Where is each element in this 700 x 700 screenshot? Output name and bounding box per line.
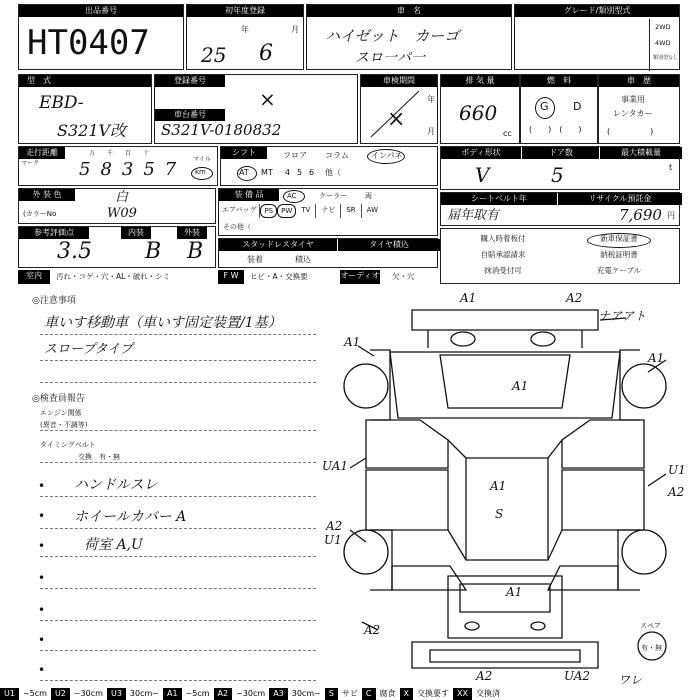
inspection-label: 車検期間 bbox=[361, 75, 437, 87]
engine-label: エンジン関係 bbox=[40, 409, 82, 417]
equip-ac: AC bbox=[287, 192, 297, 200]
drive-4wd: 4WD bbox=[655, 39, 671, 47]
wheel-rear-left bbox=[344, 530, 388, 574]
doors-label: ドア数 bbox=[521, 147, 600, 159]
insp-month-unit: 月 bbox=[427, 127, 435, 136]
reg-no-label: 登録番号 bbox=[155, 75, 225, 87]
model-box bbox=[18, 74, 152, 144]
interior-label: 内装 bbox=[121, 227, 151, 239]
legend-value: 腐食 bbox=[379, 689, 396, 698]
fuel-d: D bbox=[573, 100, 582, 113]
roof-light-right bbox=[531, 332, 555, 346]
studless-label: スタッドレスタイヤ bbox=[219, 239, 337, 251]
color-value: 白 bbox=[115, 190, 129, 205]
reg-year: 25 bbox=[201, 43, 227, 67]
exterior-label: 外装 bbox=[177, 227, 207, 239]
mileage-unit-km: km bbox=[195, 168, 206, 176]
year-unit: 年 bbox=[241, 25, 249, 34]
recycle-value: 7,690 bbox=[619, 206, 662, 224]
legend-key: A3 bbox=[269, 688, 288, 700]
mark-roof-2: A2 bbox=[566, 291, 583, 305]
seatbelt-label: シートベルト年 bbox=[441, 193, 557, 205]
equip-aw: AW bbox=[366, 206, 378, 214]
door-front-left bbox=[366, 420, 448, 468]
warranty-circle bbox=[587, 233, 651, 248]
model-label: 型 式 bbox=[19, 75, 151, 87]
mark-right-door: U1 bbox=[668, 463, 686, 477]
inspection-value: × bbox=[387, 107, 406, 132]
drive-none: 類別型なし bbox=[653, 55, 679, 61]
chassis-label: 車台番号 bbox=[155, 109, 225, 121]
grade-box bbox=[514, 4, 680, 70]
equip-label: 装 備 品 bbox=[219, 189, 279, 201]
mileage-label: 走行距離 bbox=[19, 147, 65, 159]
disp-value: 660 bbox=[459, 101, 498, 125]
timing-sub: 交換 有・無 bbox=[78, 453, 120, 461]
lot-number-box bbox=[18, 4, 184, 70]
report-line-1: ハンドルスレ bbox=[74, 477, 158, 493]
shift-at: AT bbox=[239, 168, 249, 177]
tire-box bbox=[218, 238, 438, 268]
mark-left-door: UA1 bbox=[322, 459, 349, 473]
seatbelt-recycle-box: シートベルト年 リサイクル預託金 届年取有 7,690 円 bbox=[440, 192, 680, 226]
mark-right-door-2: A2 bbox=[668, 485, 685, 499]
equip-sr: SR bbox=[341, 204, 361, 218]
engine-sub: (異音・不調等) bbox=[40, 421, 88, 429]
wheel-front-right bbox=[622, 364, 666, 408]
inspector-label: ◎検査員報告 bbox=[32, 394, 85, 404]
mark-bumper-crack: ワレ bbox=[618, 673, 643, 687]
legend-key: X bbox=[400, 688, 413, 700]
shift-label: シフト bbox=[221, 147, 267, 159]
shift-other: 他（ bbox=[325, 168, 341, 177]
month-unit: 月 bbox=[291, 25, 299, 34]
car-name-label: 車 名 bbox=[307, 5, 511, 17]
model-value: EBD- bbox=[39, 93, 84, 113]
displacement-box bbox=[440, 74, 520, 144]
legend-value: ~5cm bbox=[22, 689, 47, 698]
room-items: 汚れ・コゲ・穴・AL・破れ・シミ bbox=[56, 272, 171, 281]
history-business: 事業用 bbox=[621, 95, 645, 104]
equip-tv: TV bbox=[296, 204, 316, 218]
recycle-label: リサイクル預託金 bbox=[557, 193, 682, 205]
legend-key: U2 bbox=[51, 688, 70, 700]
caution-line-1: 車いす移動車（車いす固定装置/1基） bbox=[44, 315, 282, 331]
door-front-right bbox=[562, 420, 644, 468]
reg-month: 6 bbox=[259, 41, 273, 66]
mark-front-left: A1 bbox=[344, 335, 361, 349]
rating-label: 参考評価点 bbox=[19, 227, 89, 239]
report-line-3: 荷室 A,U bbox=[84, 537, 143, 553]
body-label: ボディ形状 bbox=[441, 147, 521, 159]
audio-label: オーディオ bbox=[340, 270, 380, 284]
auction-sheet: 出品番号 HT0407 初年度登録 年 月 25 6 車 名 ハイゼット カーゴ スロ一パ一 グレード/類別型式 2WD 4WD 類別型なし 型 式 EBD- S321V改 登録番号 × 車台番号 S321V-0180832 車検期間 年 月 × 排 気 量 660 cc 燃 料 G D ( ) ( ) 車 歴 事業用 レンタカー ( ) 走行距離 マーク 万千百十 58357 マイル km シフト フロア コラム インパネ AT MT 4 5 6 他（ ボディ形状 ドア数 最大積載量 V 5 t 外 装 色 白 (カラーNo W09 装 備 品 AC クーラー 両 エアバッグ PS PW TV ナビ SR AW その他（ シートベルト年 リサイクル預託金 届年取有 7,690 円 参考評価点 内装 外装 3.5 B B スタッドレスタイヤ タイヤ積込 装着 積込 購入時着板付 自賠承認請求 抹消受付可 新車保証書 納税証明書 充電ケーブル 室内 汚れ・コゲ・穴・AL・破れ・シミ F W ヒビ・A・交換要 オーディオ 欠・穴 ◎注意事項 車いす移動車（車いす固定装置/1基） スロープタイプ ◎検査員報告 エンジン関係 (異音・不調等) タイミングベルト 交換 有・無 • ハンドルスレ • ホイールカバー A • 荷室 A,U • • • • A1 A2 ナアアト A1 A1 A1 A1 S UA1 A2 U1 U1 A2 A1 A2 A2 UA2 ワレ スペア 有・無 U1 ~5cm U2 ~30cm U3 30cm~ A1 ~5cm A2 ~30cm A3 30cm~ S サビ C 腐食 X 交換要す XX 交換済 bbox=[0, 0, 700, 700]
check-cable: 充電ケーブル bbox=[596, 266, 642, 275]
mark-cargo-rust: S bbox=[495, 507, 504, 521]
door-rear-right bbox=[562, 470, 644, 530]
body-value: V bbox=[475, 163, 490, 187]
mark-bumper-right: UA2 bbox=[564, 669, 591, 683]
spare-label: スペア bbox=[640, 622, 661, 630]
legend-value: ~5cm bbox=[185, 689, 210, 698]
shift-panel-circle bbox=[367, 149, 405, 164]
mark-left-rear-2: U1 bbox=[324, 533, 342, 547]
mark-cargo: A1 bbox=[490, 479, 507, 493]
studless-fitted: 装着 bbox=[247, 255, 263, 264]
check-deregister: 抹消受付可 bbox=[484, 266, 522, 275]
color-no-value: W09 bbox=[107, 206, 137, 221]
lot-label: 出品番号 bbox=[19, 5, 183, 17]
spare-value: 有・無 bbox=[641, 644, 662, 652]
legend-key: A1 bbox=[163, 688, 182, 700]
fuel-box: 燃 料 G D ( ) ( ) bbox=[520, 74, 598, 144]
color-no-label: (カラーNo bbox=[23, 210, 57, 218]
grade-label: グレード/類別型式 bbox=[515, 5, 679, 17]
checklist-box bbox=[440, 228, 680, 284]
room-label: 室内 bbox=[18, 270, 50, 284]
check-warranty: 新車保証書 bbox=[600, 234, 638, 243]
shift-gear-4: 4 bbox=[285, 168, 291, 177]
shift-panel: インパネ bbox=[371, 151, 403, 160]
roof-outline bbox=[412, 310, 598, 330]
equipment-box bbox=[218, 188, 438, 236]
legend-key: U3 bbox=[107, 688, 126, 700]
equip-pw: PW bbox=[277, 204, 296, 218]
drive-2wd: 2WD bbox=[655, 23, 671, 31]
rear-bumper bbox=[412, 642, 598, 668]
exterior-value: B bbox=[187, 239, 204, 264]
wheel-front-left bbox=[344, 364, 388, 408]
equip-row2 bbox=[219, 204, 439, 218]
rating-value: 3.5 bbox=[57, 239, 92, 264]
mark-front-right-corner: ナアアト bbox=[598, 309, 647, 323]
fw-audio-row bbox=[218, 270, 438, 284]
mark-roof: A1 bbox=[460, 291, 477, 305]
reg-label: 初年度登録 bbox=[187, 5, 303, 17]
car-name-box bbox=[306, 4, 512, 70]
shift-box bbox=[220, 146, 438, 186]
shift-column: コラム bbox=[325, 151, 349, 160]
shift-mt: MT bbox=[261, 168, 273, 177]
report-line-2: ホイールカバー A bbox=[74, 509, 187, 525]
room-row bbox=[18, 270, 216, 284]
mark-rear-left: A2 bbox=[364, 623, 381, 637]
car-name-line2: スロ一パ一 bbox=[355, 50, 425, 66]
check-insurance: 自賠承認請求 bbox=[480, 250, 526, 259]
equip-other: その他（ bbox=[223, 223, 251, 231]
drive-type-column bbox=[649, 19, 682, 71]
damage-legend bbox=[0, 688, 700, 700]
fuel-g: G bbox=[540, 100, 549, 113]
equip-ps: PS bbox=[260, 204, 277, 218]
history-label: 車 歴 bbox=[599, 75, 679, 87]
mark-front-right: A1 bbox=[648, 351, 665, 365]
legend-key: C bbox=[362, 688, 376, 700]
body-doors-capacity bbox=[440, 146, 680, 190]
doors-value: 5 bbox=[551, 163, 564, 187]
cargo-floor bbox=[466, 458, 548, 560]
legend-value: サビ bbox=[341, 689, 358, 698]
legend-key: U1 bbox=[0, 688, 19, 700]
door-rear-left bbox=[366, 470, 448, 530]
legend-value: 30cm~ bbox=[129, 689, 159, 698]
equip-airbag: エアバッグ bbox=[219, 204, 260, 218]
legend-key: XX bbox=[453, 688, 472, 700]
first-registration-box bbox=[186, 4, 304, 70]
shift-floor: フロア bbox=[283, 151, 307, 160]
check-plate: 購入時着板付 bbox=[480, 234, 526, 243]
shift-gear-6: 6 bbox=[309, 168, 315, 177]
capacity-label: 最大積載量 bbox=[599, 147, 682, 159]
mileage-box: 走行距離 マーク 万千百十 58357 マイル km bbox=[18, 146, 218, 186]
equip-both: 両 bbox=[365, 192, 372, 200]
history-box: 車 歴 事業用 レンタカー ( ) bbox=[598, 74, 680, 144]
mark-left-rear-1: A2 bbox=[326, 519, 343, 533]
fw-label: F W bbox=[218, 270, 244, 284]
reg-no-value: × bbox=[259, 87, 276, 111]
tire-load-label: タイヤ積込 bbox=[337, 239, 440, 251]
registration-box bbox=[154, 74, 358, 144]
chassis-value: S321V-0180832 bbox=[161, 121, 282, 139]
mark-bumper-left: A2 bbox=[476, 669, 493, 683]
inspection-box bbox=[360, 74, 438, 144]
color-box bbox=[18, 188, 216, 224]
wheel-rear-right bbox=[622, 530, 666, 574]
inspection-strike bbox=[361, 87, 439, 145]
rear-glass bbox=[460, 584, 550, 612]
caution-line-2: スロープタイプ bbox=[44, 342, 133, 357]
audio-items: 欠・穴 bbox=[392, 272, 415, 281]
studless-loaded: 積込 bbox=[295, 255, 311, 264]
car-name-line1: ハイゼット カーゴ bbox=[325, 27, 460, 45]
legend-key: A2 bbox=[214, 688, 233, 700]
lot-number: HT0407 bbox=[27, 23, 150, 63]
shift-gear-5: 5 bbox=[297, 168, 303, 177]
equip-cooler: クーラー bbox=[319, 192, 347, 200]
roof-light-left bbox=[451, 332, 475, 346]
caution-label: ◎注意事項 bbox=[32, 296, 76, 306]
legend-value: ~30cm bbox=[73, 689, 103, 698]
legend-value: ~30cm bbox=[236, 689, 266, 698]
rating-box bbox=[18, 226, 216, 268]
disp-unit: cc bbox=[503, 129, 512, 138]
fw-items: ヒビ・A・交換要 bbox=[250, 272, 308, 281]
legend-value: 30cm~ bbox=[291, 689, 321, 698]
disp-label: 排 気 量 bbox=[441, 75, 519, 87]
interior-value: B bbox=[145, 239, 162, 264]
fuel-label: 燃 料 bbox=[521, 75, 597, 87]
mileage-value: 58357 bbox=[79, 159, 187, 180]
timing-label: タイミングベルト bbox=[40, 441, 96, 449]
history-rental: レンタカー bbox=[613, 109, 653, 118]
check-tax: 納税証明書 bbox=[600, 250, 638, 259]
equip-navi: ナビ bbox=[316, 204, 341, 218]
legend-key: S bbox=[325, 688, 338, 700]
car-damage-diagram bbox=[322, 290, 700, 688]
color-label: 外 装 色 bbox=[19, 189, 75, 201]
windshield bbox=[440, 355, 570, 408]
legend-value: 交換要す bbox=[416, 689, 449, 698]
capacity-unit: t bbox=[669, 163, 673, 172]
mileage-unit-mile: マイル bbox=[193, 156, 211, 163]
mark-hood: A1 bbox=[512, 379, 529, 393]
legend-value: 交換済 bbox=[475, 689, 500, 698]
mark-tailgate: A1 bbox=[506, 585, 523, 599]
seatbelt-value: 届年取有 bbox=[447, 208, 500, 223]
tailgate bbox=[448, 576, 562, 638]
model-value-2: S321V改 bbox=[57, 121, 127, 140]
insp-year-unit: 年 bbox=[427, 95, 435, 104]
